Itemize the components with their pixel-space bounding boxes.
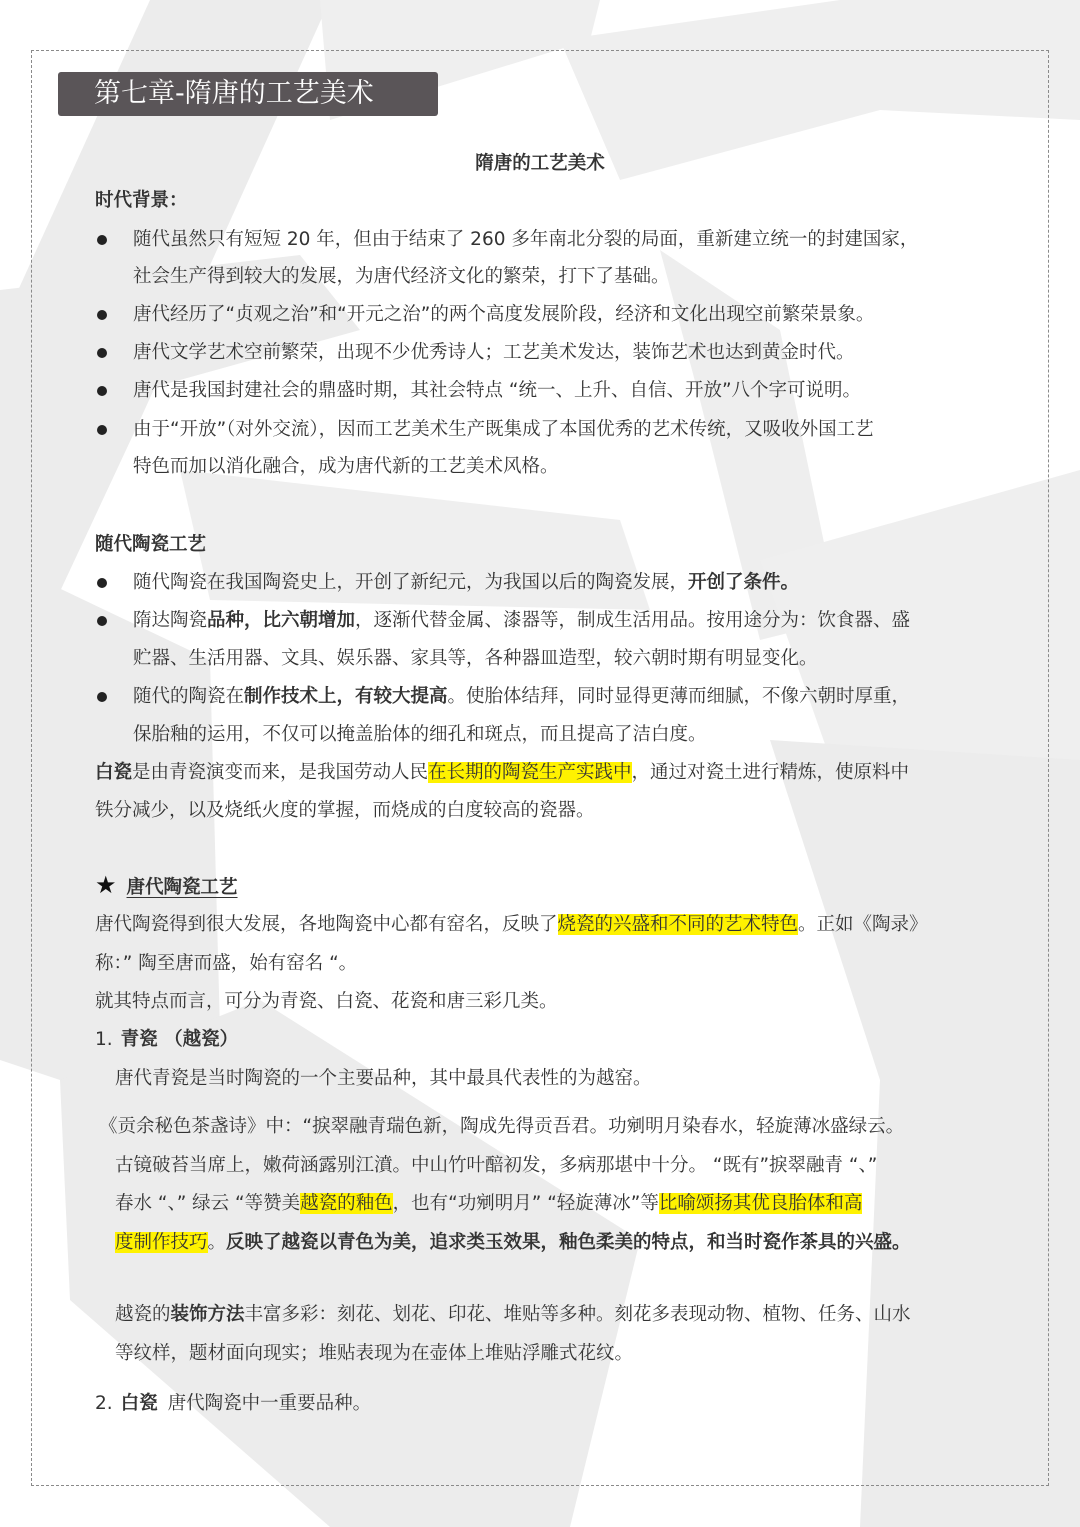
background-bullet-1-line-1: 随代虽然只有短短 20 年，但由于结束了 260 多年南北分裂的局面，重新建立统一的封建国家， <box>133 229 919 250</box>
bullet-icon <box>97 386 107 396</box>
background-bullet-5-line-1: 由于“开放”（对外交流），因而工艺美术生产既集成了本国优秀的艺术传统，又吸收外国工艺 <box>133 419 874 440</box>
background-bullet-1-line-2: 社会生产得到较大的发展，为唐代经济文化的繁荣，打下了基础。 <box>133 266 670 287</box>
bullet-icon <box>97 425 107 435</box>
background-bullet-5-line-2: 特色而加以消化融合，成为唐代新的工艺美术风格。 <box>133 456 559 477</box>
tang-heading: 唐代陶瓷工艺 <box>126 877 238 898</box>
poem-line-2: 古镜破苔当席上，嫩荷涵露别江濆。中山竹叶醅初发，多病那堪中十分。 “既有”捩翠融青 “、” <box>115 1155 878 1176</box>
white-porcelain-line-2: 铁分减少，以及烧纸火度的掌握，而烧成的白度较高的瓷器。 <box>95 800 595 821</box>
tang-paragraph-1-line-2: 称：” 陶至唐而盛，始有窑名 “。 <box>95 953 358 974</box>
item-2-row: 2. 白瓷 唐代陶瓷中一重要品种。 <box>95 1393 372 1414</box>
sui-bullet-3-line-1: 随代的陶瓷在制作技术上，有较大提高。使胎体结拜，同时显得更薄而细腻，不像六朝时厚重， <box>133 686 911 707</box>
highlight: 在长期的陶瓷生产实践中 <box>428 762 632 783</box>
decoration-line-1: 越瓷的装饰方法丰富多彩：刻花、划花、印花、堆贴等多种。刻花多表现动物、植物、任务、山水 <box>115 1304 911 1325</box>
bullet-icon <box>97 348 107 358</box>
highlight: 度制作技巧 <box>115 1232 208 1253</box>
sui-bullet-2-line-1: 隋达陶瓷品种，比六朝增加，逐渐代替金属、漆器等，制成生活用品。按用途分为：饮食器、盛 <box>133 610 911 631</box>
bullet-icon <box>97 692 107 702</box>
background-bullet-3: 唐代文学艺术空前繁荣，出现不少优秀诗人；工艺美术发达，装饰艺术也达到黄金时代。 <box>133 342 855 363</box>
star-icon: ★ <box>95 871 117 899</box>
background-bullet-4: 唐代是我国封建社会的鼎盛时期，其社会特点 “统一、上升、自信、开放”八个字可说明。 <box>133 380 862 401</box>
bullet-icon <box>97 578 107 588</box>
bullet-icon <box>97 235 107 245</box>
section-title: 隋唐的工艺美术 <box>475 153 605 174</box>
tang-heading-row <box>95 871 238 902</box>
background-heading: 时代背景： <box>95 190 188 211</box>
bullet-icon <box>97 310 107 320</box>
item-1-description: 唐代青瓷是当时陶瓷的一个主要品种，其中最具代表性的为越窑。 <box>115 1068 652 1089</box>
highlight: 比喻颂扬其优良胎体和高 <box>658 1193 863 1214</box>
sui-bullet-1: 随代陶瓷在我国陶瓷史上，开创了新纪元，为我国以后的陶瓷发展，开创了条件。 <box>133 572 800 593</box>
poem-line-3: 春水 “、” 绿云 “等赞美越瓷的釉色，也有“功剜明月” “轻旋薄冰”等比喻颂扬其优良胎体和高 <box>115 1193 863 1214</box>
tang-paragraph-1-line-1: 唐代陶瓷得到很大发展，各地陶瓷中心都有窑名，反映了烧瓷的兴盛和不同的艺术特色。正如《陶录》 <box>95 914 928 935</box>
highlight: 烧瓷的兴盛和不同的艺术特色 <box>557 914 799 935</box>
sui-heading: 随代陶瓷工艺 <box>95 534 207 555</box>
tang-paragraph-2: 就其特点而言，可分为青瓷、白瓷、花瓷和唐三彩几类。 <box>95 991 558 1012</box>
highlight: 越瓷的釉色 <box>300 1193 393 1214</box>
white-porcelain-line-1: 白瓷是由青瓷演变而来，是我国劳动人民在长期的陶瓷生产实践中，通过对瓷土进行精炼，使原料中 <box>95 762 910 783</box>
poem-line-1: 《贡余秘色茶盏诗》中：“捩翠融青瑞色新，陶成先得贡吾君。功剜明月染春水，轻旋薄冰盛绿云。 <box>99 1116 905 1137</box>
background-bullet-2: 唐代经历了“贞观之治”和“开元之治”的两个高度发展阶段，经济和文化出现空前繁荣景象。 <box>133 304 875 325</box>
poem-line-4: 度制作技巧。反映了越瓷以青色为美，追求类玉效果，釉色柔美的特点，和当时瓷作茶具的兴盛。 <box>115 1232 911 1253</box>
sui-bullet-2-line-2: 贮器、生活用器、文具、娱乐器、家具等，各种器皿造型，较六朝时期有明显变化。 <box>133 648 818 669</box>
sui-bullet-3-line-2: 保胎釉的运用，不仅可以掩盖胎体的细孔和斑点，而且提高了洁白度。 <box>133 724 707 745</box>
chapter-title: 第七章-隋唐的工艺美术 <box>58 72 438 116</box>
item-1-title-row: 1. 青瓷 （越瓷） <box>95 1029 239 1050</box>
bullet-icon <box>97 616 107 626</box>
decoration-line-2: 等纹样，题材面向现实；堆贴表现为在壶体上堆贴浮雕式花纹。 <box>115 1343 634 1364</box>
